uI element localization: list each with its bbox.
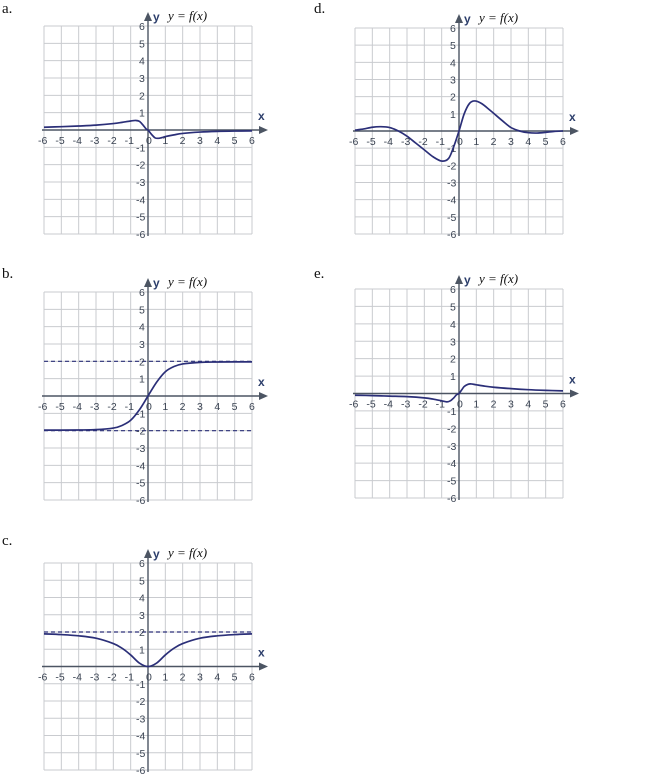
x-tick-label: -4 xyxy=(383,398,394,411)
x-tick-label: -1 xyxy=(435,398,446,411)
y-tick-label: -2 xyxy=(447,423,457,436)
y-tick-label: 2 xyxy=(139,90,145,103)
x-tick-label: 4 xyxy=(214,401,221,413)
x-tick-label: 4 xyxy=(525,398,532,411)
y-tick-label: -4 xyxy=(136,194,146,207)
x-tick-label: -2 xyxy=(418,136,428,148)
panel-letter: e. xyxy=(314,266,325,282)
y-axis-arrow xyxy=(144,12,152,21)
x-tick-label: -3 xyxy=(90,671,100,684)
y-tick-label: 2 xyxy=(450,91,456,104)
x-tick-label: 0 xyxy=(457,136,463,148)
y-tick-label: 3 xyxy=(139,339,145,351)
y-tick-label: -5 xyxy=(136,211,146,224)
x-tick-label: -6 xyxy=(349,136,359,148)
y-tick-label: 4 xyxy=(139,55,145,68)
x-tick-label: -3 xyxy=(90,135,100,147)
chart-svg xyxy=(0,266,300,511)
x-tick-label: 4 xyxy=(525,136,532,148)
y-tick-label: -2 xyxy=(447,160,457,173)
x-axis-label: x xyxy=(569,372,576,387)
y-tick-label: 5 xyxy=(139,38,145,51)
y-tick-label: -3 xyxy=(447,440,457,453)
x-tick-label: 2 xyxy=(179,135,186,147)
y-tick-label: 2 xyxy=(139,627,145,639)
y-tick-label: -5 xyxy=(136,747,146,760)
x-axis-arrow xyxy=(570,127,579,135)
y-tick-label: -6 xyxy=(447,493,457,505)
x-tick-label: -4 xyxy=(383,136,394,148)
y-tick-label: 4 xyxy=(139,321,145,334)
x-tick-label: 1 xyxy=(162,401,169,413)
chart-svg xyxy=(0,0,300,245)
x-tick-label: -5 xyxy=(55,671,65,684)
x-axis-label: x xyxy=(258,375,265,389)
y-tick-label: -4 xyxy=(136,730,146,743)
y-tick-label: -5 xyxy=(447,211,457,224)
y-tick-label: -1 xyxy=(136,408,146,421)
x-tick-label: -5 xyxy=(366,398,376,411)
x-tick-label: -3 xyxy=(401,136,411,148)
y-tick-label: -1 xyxy=(447,143,457,156)
y-tick-label: -1 xyxy=(447,405,457,418)
y-tick-label: -5 xyxy=(136,477,146,490)
x-tick-label: -3 xyxy=(401,398,411,411)
chart-panel-a xyxy=(0,0,300,245)
y-tick-label: 6 xyxy=(139,21,145,33)
y-tick-label: -4 xyxy=(447,458,457,471)
chart-panel-e xyxy=(311,266,611,511)
panel-letter: c. xyxy=(2,533,13,549)
y-tick-label: -3 xyxy=(136,177,146,189)
y-axis-label: y xyxy=(464,273,471,287)
x-tick-label: 3 xyxy=(508,398,514,411)
function-label: y = f(x) xyxy=(168,545,208,560)
chart-panel-d xyxy=(311,0,611,245)
x-tick-label: -5 xyxy=(55,135,65,147)
x-tick-label: 2 xyxy=(490,136,497,148)
x-tick-label: -4 xyxy=(72,135,83,147)
x-tick-label: 3 xyxy=(197,135,203,147)
x-tick-label: -1 xyxy=(124,671,135,684)
y-tick-label: 3 xyxy=(139,73,145,85)
y-tick-label: 1 xyxy=(139,107,145,120)
y-axis-arrow xyxy=(144,278,152,287)
x-tick-label: -2 xyxy=(418,398,428,411)
panel-letter: a. xyxy=(2,1,13,17)
x-tick-label: -5 xyxy=(366,136,376,148)
x-tick-label: -5 xyxy=(55,401,65,413)
y-tick-label: 5 xyxy=(450,40,456,53)
y-tick-label: -3 xyxy=(136,713,146,726)
x-tick-label: 6 xyxy=(249,135,255,147)
y-axis-label: y xyxy=(153,547,160,561)
y-tick-label: 4 xyxy=(450,318,456,331)
y-tick-label: -6 xyxy=(136,765,146,777)
x-axis-arrow xyxy=(570,390,579,398)
y-tick-label: -6 xyxy=(447,229,457,241)
y-tick-label: -1 xyxy=(136,142,146,155)
x-tick-label: -1 xyxy=(435,136,446,148)
chart-svg xyxy=(311,266,611,511)
x-tick-label: -2 xyxy=(107,135,117,147)
x-tick-label: 6 xyxy=(560,398,566,411)
x-tick-label: -6 xyxy=(349,398,359,411)
y-tick-label: 1 xyxy=(450,108,456,121)
x-tick-label: -3 xyxy=(90,401,100,413)
x-tick-label: 2 xyxy=(490,398,497,411)
y-tick-label: -5 xyxy=(447,475,457,488)
x-tick-label: 3 xyxy=(197,671,203,684)
x-tick-label: 3 xyxy=(197,401,203,413)
y-tick-label: 6 xyxy=(139,287,145,299)
y-tick-label: 1 xyxy=(139,644,145,657)
y-tick-label: 2 xyxy=(139,356,145,369)
y-tick-label: 2 xyxy=(450,353,456,366)
x-tick-label: 0 xyxy=(146,401,152,413)
x-axis-arrow xyxy=(259,392,268,400)
function-label: y = f(x) xyxy=(168,8,208,23)
y-axis-label: y xyxy=(153,276,160,290)
function-label: y = f(x) xyxy=(479,271,519,286)
x-tick-label: 1 xyxy=(162,135,169,147)
x-axis-label: x xyxy=(258,645,265,660)
x-tick-label: 0 xyxy=(146,671,152,684)
x-tick-label: -6 xyxy=(38,671,48,684)
x-axis-arrow xyxy=(259,663,268,671)
x-tick-label: 5 xyxy=(231,671,238,684)
y-axis-arrow xyxy=(144,549,152,558)
panel-letter: d. xyxy=(314,1,326,17)
x-tick-label: 0 xyxy=(146,135,152,147)
y-tick-label: 5 xyxy=(139,575,145,588)
x-tick-label: 4 xyxy=(214,135,221,147)
y-tick-label: 1 xyxy=(450,371,456,384)
y-tick-label: 6 xyxy=(450,284,456,296)
x-tick-label: 6 xyxy=(249,671,255,684)
x-tick-label: -1 xyxy=(124,401,135,413)
y-tick-label: -3 xyxy=(136,443,146,455)
y-tick-label: 5 xyxy=(450,301,456,314)
x-tick-label: -6 xyxy=(38,135,48,147)
y-tick-label: -2 xyxy=(136,425,146,438)
x-tick-label: -1 xyxy=(124,135,135,147)
y-axis-arrow xyxy=(455,275,463,284)
x-tick-label: 3 xyxy=(508,136,514,148)
y-tick-label: 3 xyxy=(139,609,145,622)
x-tick-label: 5 xyxy=(231,135,238,147)
y-tick-label: -6 xyxy=(136,229,146,241)
x-tick-label: -4 xyxy=(72,401,83,413)
y-tick-label: 1 xyxy=(139,373,145,386)
y-tick-label: -1 xyxy=(136,678,146,691)
chart-panel-b xyxy=(0,266,300,511)
x-tick-label: 0 xyxy=(457,398,463,411)
y-tick-label: 6 xyxy=(139,558,145,570)
chart-svg xyxy=(311,0,611,245)
x-tick-label: 1 xyxy=(162,671,169,684)
y-tick-label: -6 xyxy=(136,495,146,507)
x-tick-label: 5 xyxy=(231,401,238,413)
x-tick-label: 1 xyxy=(473,398,480,411)
x-tick-label: 2 xyxy=(179,401,186,413)
x-tick-label: -2 xyxy=(107,401,117,413)
x-tick-label: -4 xyxy=(72,671,83,684)
x-tick-label: 4 xyxy=(214,671,221,684)
y-tick-label: 3 xyxy=(450,74,456,87)
y-tick-label: 3 xyxy=(450,336,456,349)
chart-svg xyxy=(0,533,300,778)
y-tick-label: 4 xyxy=(450,57,456,70)
y-tick-label: -3 xyxy=(447,177,457,190)
y-tick-label: -2 xyxy=(136,159,146,172)
y-tick-label: -4 xyxy=(447,194,457,207)
y-axis-label: y xyxy=(153,10,160,24)
y-tick-label: 6 xyxy=(450,23,456,35)
y-tick-label: -2 xyxy=(136,696,146,708)
x-tick-label: 5 xyxy=(542,136,549,148)
x-axis-arrow xyxy=(259,126,268,134)
x-tick-label: -6 xyxy=(38,401,48,413)
x-tick-label: 6 xyxy=(249,401,255,413)
x-tick-label: 1 xyxy=(473,136,480,148)
y-axis-label: y xyxy=(464,12,471,26)
chart-panel-c xyxy=(0,533,300,778)
y-axis-arrow xyxy=(455,14,463,23)
x-tick-label: -2 xyxy=(107,671,117,684)
x-axis-label: x xyxy=(258,109,265,123)
function-label: y = f(x) xyxy=(168,274,208,289)
x-tick-label: 5 xyxy=(542,398,549,411)
function-label: y = f(x) xyxy=(479,10,519,25)
x-axis-label: x xyxy=(569,110,576,124)
y-tick-label: -4 xyxy=(136,460,146,473)
y-tick-label: 4 xyxy=(139,592,145,605)
y-tick-label: 5 xyxy=(139,304,145,317)
x-tick-label: 2 xyxy=(179,671,186,684)
x-tick-label: 6 xyxy=(560,136,566,148)
panel-letter: b. xyxy=(2,266,14,282)
